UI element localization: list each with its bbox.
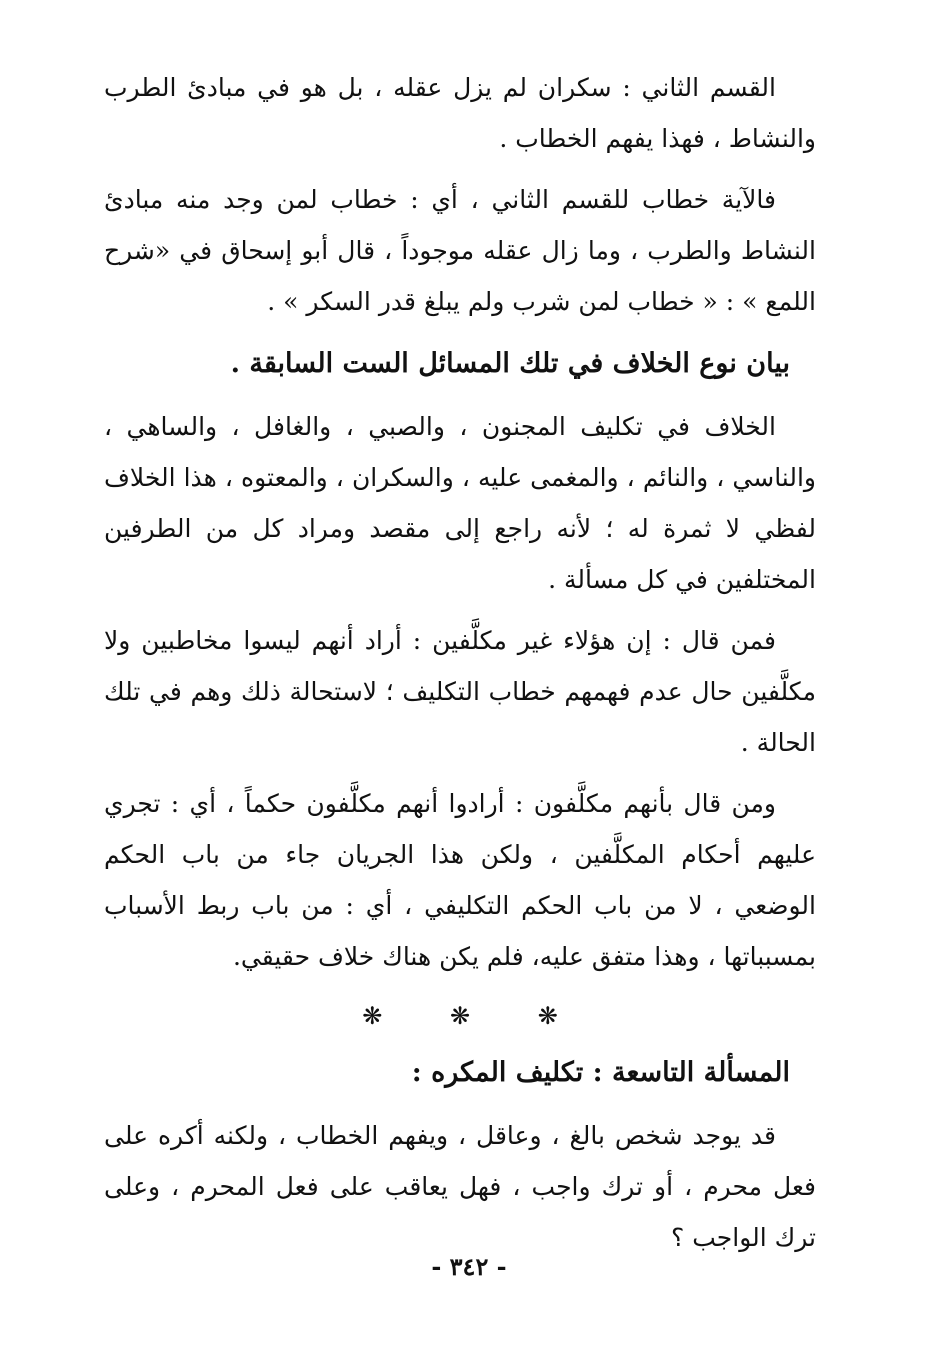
page-body bbox=[104, 62, 816, 1273]
paragraph-verbal-dispute: الخلاف في تكليف المجنون ، والصبي ، والغافل ، والساهي ، والناسي ، والنائم ، والمغمى عليه ، والسكران ، والمعتوه ، هذا الخلاف لفظي لا ثمرة له ؛ لأنه راجع إلى مقصد ومراد كل من الطرفين المختلفين في كل مسألة . bbox=[104, 412, 816, 594]
paragraph-drunk-second-type: القسم الثاني : سكران لم يزل عقله ، بل هو في مبادئ الطرب والنشاط ، فهذا يفهم الخطاب . bbox=[104, 73, 816, 153]
section-divider-stars bbox=[104, 992, 816, 1040]
star-ornament-icon: ❋ bbox=[362, 1002, 383, 1030]
star-ornament-icon: ❋ bbox=[449, 1002, 471, 1030]
paragraph-coerced-question: قد يوجد شخص بالغ ، وعاقل ، ويفهم الخطاب ، ولكنه أكره على فعل محرم ، أو ترك واجب ، فهل يعاقب على فعل المحرم ، وعلى ترك الواجب ؟ bbox=[104, 1121, 816, 1252]
star-ornament-icon: ❋ bbox=[537, 1002, 558, 1030]
page-number: - ٣٤٢ - bbox=[431, 1252, 507, 1281]
paragraph-obligated-view: ومن قال بأنهم مكلَّفون : أرادوا أنهم مكلَّفون حكماً ، أي : تجري عليهم أحكام المكلَّفين ، ولكن هذا الجريان جاء من باب الحكم الوضعي ، لا من باب الحكم التكليفي ، أي : من باب ربط الأسباب بمسبباتها ، وهذا متفق عليه، فلم يكن هناك خلاف حقيقي. bbox=[104, 789, 816, 971]
paragraph-verse-address: فالآية خطاب للقسم الثاني ، أي : خطاب لمن وجد منه مبادئ النشاط والطرب ، وما زال عقله موجوداً ، قال أبو إسحاق في «شرح اللمع » : « خطاب لمن شرب ولم يبلغ قدر السكر » . bbox=[104, 185, 816, 316]
section-heading-ninth-issue: المسألة التاسعة : تكليف المكره : bbox=[411, 1057, 790, 1088]
section-heading-dispute-type: بيان نوع الخلاف في تلك المسائل الست السابقة . bbox=[230, 348, 790, 379]
paragraph-not-obligated-view: فمن قال : إن هؤلاء غير مكلَّفين : أراد أنهم ليسوا مخاطبين ولا مكلَّفين حال عدم فهمهم خطاب التكليف ؛ لاستحالة ذلك وهم في تلك الحالة . bbox=[104, 626, 816, 757]
